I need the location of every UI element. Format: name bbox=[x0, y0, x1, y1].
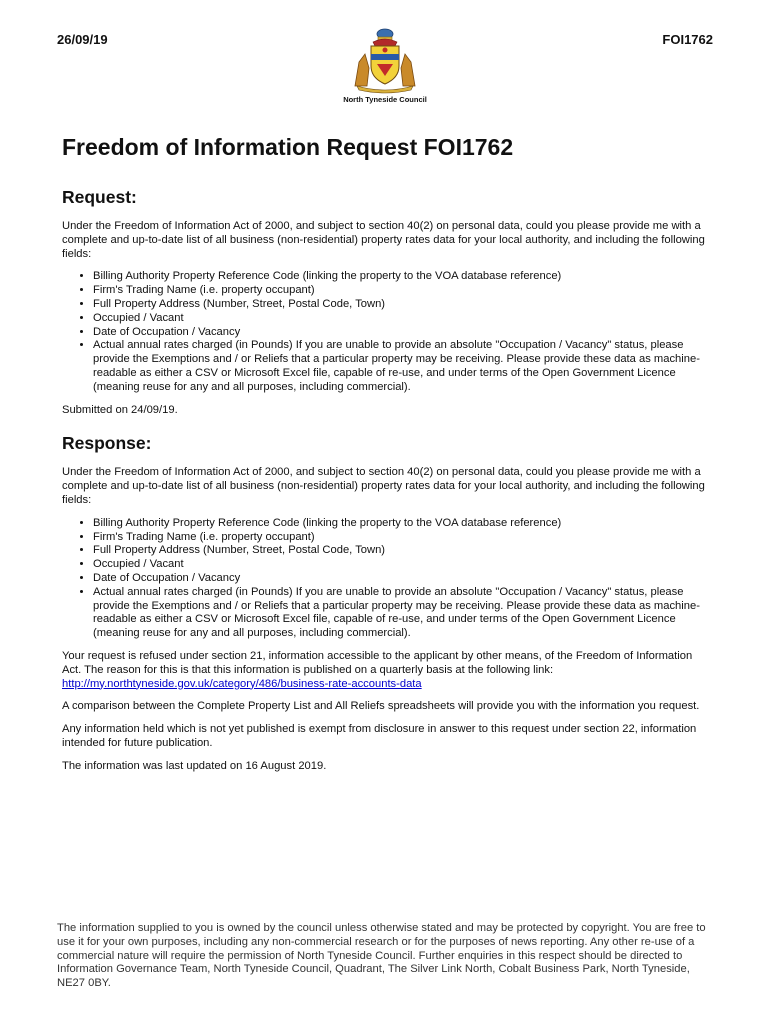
response-field-list bbox=[62, 517, 712, 641]
exemption-text: Any information held which is not yet published is exempt from disclosure in answer to this request under section 22, information intended for future publication. bbox=[62, 723, 697, 749]
list-item: • Date of Occupation / Vacancy bbox=[93, 572, 712, 586]
request-heading: Request: bbox=[62, 187, 137, 207]
header-date: 26/09/19 bbox=[57, 32, 108, 47]
list-item: • Actual annual rates charged (in Pounds) If you are unable to provide an absolute "Occupation / Vacancy" status, please provide the Exemptions and / or Reliefs that a particular property may be receiving. Please provide these data as machine-readable as either a CSV or Microsoft Excel file, capable of re-use, and under terms of the Open Government Licence (meaning reuse for any and all purposes, including commercial). bbox=[93, 586, 712, 641]
submitted-date: Submitted on 24/09/19. bbox=[62, 403, 178, 416]
list-item: • Date of Occupation / Vacancy bbox=[93, 326, 712, 340]
request-field-list bbox=[62, 270, 712, 394]
list-item: • Occupied / Vacant bbox=[93, 312, 712, 326]
document-content bbox=[62, 132, 712, 783]
refusal-sentence: Your request is refused under section 21, information accessible to the applicant by other means, of the Freedom of Information Act. The reason for this is that this information is published on a quarterly basis at the following link: bbox=[62, 649, 693, 676]
response-intro: Under the Freedom of Information Act of 2000, and subject to section 40(2) on personal data, could you please provide me with a complete and up-to-date list of all business (non-residential) property rates data for your local authority, and including the following fields: bbox=[62, 466, 705, 506]
request-section bbox=[62, 186, 712, 417]
list-item: • Firm's Trading Name (i.e. property occupant) bbox=[93, 531, 712, 545]
refusal-text bbox=[62, 650, 712, 691]
request-intro: Under the Freedom of Information Act of 2000, and subject to section 40(2) on personal data, could you please provide me with a complete and up-to-date list of all business (non-residential) property rates data for your local authority, and including the following fields: bbox=[62, 220, 705, 260]
list-item: • Firm's Trading Name (i.e. property occupant) bbox=[93, 284, 712, 298]
response-section bbox=[62, 432, 712, 773]
list-item: • Full Property Address (Number, Street, Postal Code, Town) bbox=[93, 298, 712, 312]
header-reference: FOI1762 bbox=[662, 32, 713, 47]
list-item: • Actual annual rates charged (in Pounds) If you are unable to provide an absolute "Occupation / Vacancy" status, please provide the Exemptions and / or Reliefs that a particular property may be receiving. Please provide these data as machine-readable as either a CSV or Microsoft Excel file, capable of re-use, and under terms of the Open Government Licence (meaning reuse for any and all purposes, including commercial). bbox=[93, 339, 712, 394]
list-item: • Full Property Address (Number, Street, Postal Code, Town) bbox=[93, 544, 712, 558]
comparison-text: A comparison between the Complete Property List and All Reliefs spreadsheets will provide you with the information you request. bbox=[62, 700, 700, 713]
list-item: • Billing Authority Property Reference Code (linking the property to the VOA database reference) bbox=[93, 517, 712, 531]
copyright-footer: The information supplied to you is owned by the council unless otherwise stated and may be protected by copyright. You are free to use it for your own purposes, including any non-commercial research or for the purposes of news reporting. Any other re-use of a commercial nature will require the permission of North Tyneside Council. Further enquiries in this respect should be directed to Information Governance Team, North Tyneside Council, Quadrant, The Silver Link North, Cobalt Business Park, North Tyneside, NE27 0BY. bbox=[57, 922, 706, 990]
council-name: North Tyneside Council bbox=[343, 95, 427, 104]
list-item: • Occupied / Vacant bbox=[93, 558, 712, 572]
last-updated-text: The information was last updated on 16 August 2019. bbox=[62, 759, 327, 772]
response-heading: Response: bbox=[62, 433, 152, 454]
page-title: Freedom of Information Request FOI1762 bbox=[62, 134, 514, 160]
business-rates-link[interactable]: http://my.northtyneside.gov.uk/category/486/business-rate-accounts-data bbox=[62, 677, 422, 690]
council-coat-of-arms-icon bbox=[347, 24, 423, 94]
list-item: • Billing Authority Property Reference Code (linking the property to the VOA database reference) bbox=[93, 270, 712, 284]
